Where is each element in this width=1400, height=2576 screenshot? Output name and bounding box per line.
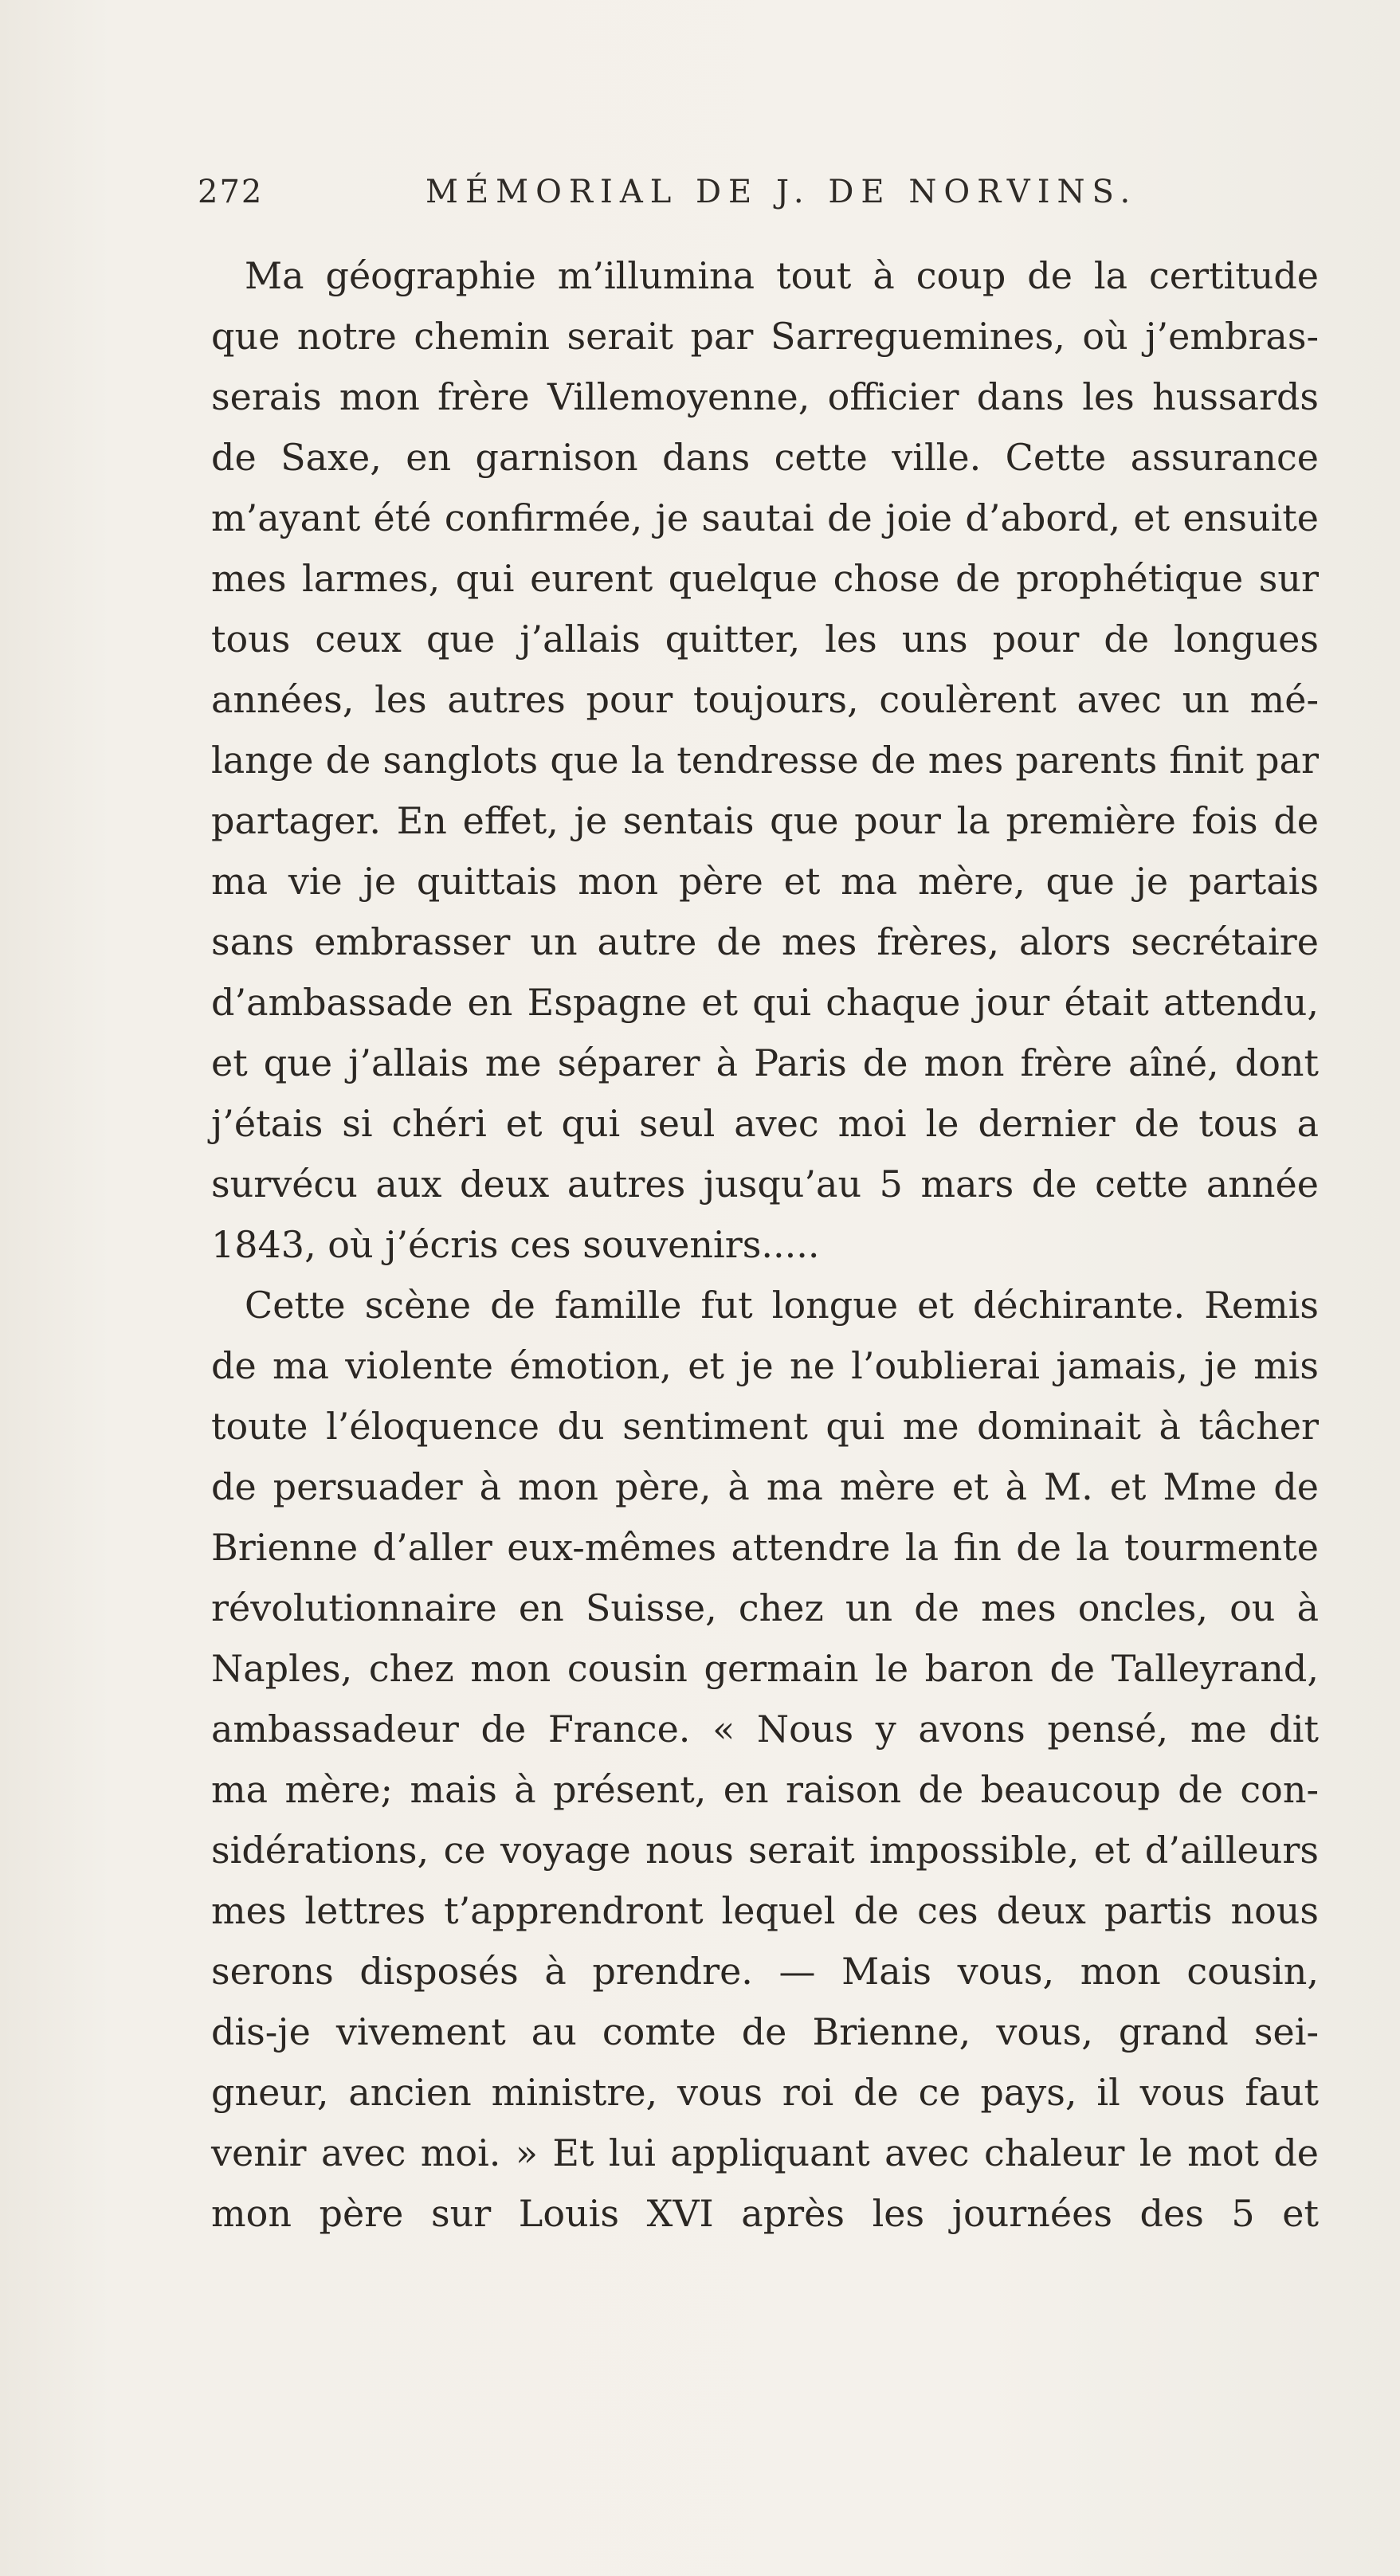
text-line: venir avec moi. » Et lui appliquant avec chaleur le mot de — [211, 2131, 1319, 2174]
text-line: mes lettres t’apprendront lequel de ces deux partis nous — [211, 1889, 1319, 1932]
text-line: lange de sanglots que la tendresse de mes parents finit par — [211, 739, 1319, 782]
text-line: tous ceux que j’allais quitter, les uns pour de longues — [211, 618, 1319, 661]
text-line: survécu aux deux autres jusqu’au 5 mars de cette année — [211, 1163, 1319, 1206]
text-line: serais mon frère Villemoyenne, officier dans les hussards — [211, 375, 1319, 418]
page-header — [198, 174, 1313, 229]
text-line: sans embrasser un autre de mes frères, alors secrétaire — [211, 920, 1319, 963]
text-line: années, les autres pour toujours, coulèrent avec un mé- — [211, 678, 1319, 721]
text-line: dis-je vivement au comte de Brienne, vous, grand sei- — [211, 2010, 1319, 2053]
text-line: et que j’allais me séparer à Paris de mon frère aîné, dont — [211, 1041, 1319, 1084]
text-line: révolutionnaire en Suisse, chez un de mes oncles, ou à — [211, 1586, 1319, 1629]
text-line: gneur, ancien ministre, vous roi de ce pays, il vous faut — [211, 2071, 1319, 2114]
text-line: toute l’éloquence du sentiment qui me dominait à tâcher — [211, 1405, 1319, 1448]
text-line: partager. En effet, je sentais que pour la première fois de — [211, 799, 1319, 842]
text-line: Naples, chez mon cousin germain le baron de Talleyrand, — [211, 1647, 1319, 1690]
text-line: mes larmes, qui eurent quelque chose de prophétique sur — [211, 557, 1319, 600]
text-line: de ma violente émotion, et je ne l’oublierai jamais, je mis — [211, 1344, 1319, 1387]
text-line: de Saxe, en garnison dans cette ville. Cette assurance — [211, 436, 1319, 479]
text-line: ma vie je quittais mon père et ma mère, que je partais — [211, 860, 1319, 903]
text-line: serons disposés à prendre. — Mais vous, mon cousin, — [211, 1950, 1319, 1993]
text-line: Brienne d’aller eux-mêmes attendre la fin de la tourmente — [211, 1526, 1319, 1569]
text-line: de persuader à mon père, à ma mère et à M. et Mme de — [211, 1465, 1319, 1508]
text-line: sidérations, ce voyage nous serait impossible, et d’ailleurs — [211, 1829, 1319, 1872]
text-line: j’étais si chéri et qui seul avec moi le dernier de tous a — [211, 1102, 1319, 1145]
text-line: ma mère; mais à présent, en raison de beaucoup de con- — [211, 1768, 1319, 1811]
running-title: MÉMORIAL DE J. DE NORVINS. — [425, 174, 1138, 210]
text-line: Cette scène de famille fut longue et déchirante. Remis — [245, 1284, 1319, 1327]
text-line: mon père sur Louis XVI après les journées des 5 et — [211, 2192, 1319, 2235]
text-line: que notre chemin serait par Sarreguemines, où j’embras- — [211, 315, 1319, 358]
text-line: ambassadeur de France. « Nous y avons pensé, me dit — [211, 1708, 1319, 1751]
body-text — [211, 245, 1319, 2244]
text-line: Ma géographie m’illumina tout à coup de la certitude — [245, 254, 1319, 297]
text-line: 1843, où j’écris ces souvenirs..... — [211, 1223, 820, 1266]
text-line: m’ayant été confirmée, je sautai de joie d’abord, et ensuite — [211, 496, 1319, 539]
text-line: d’ambassade en Espagne et qui chaque jour était attendu, — [211, 981, 1319, 1024]
page-number: 272 — [198, 174, 264, 210]
